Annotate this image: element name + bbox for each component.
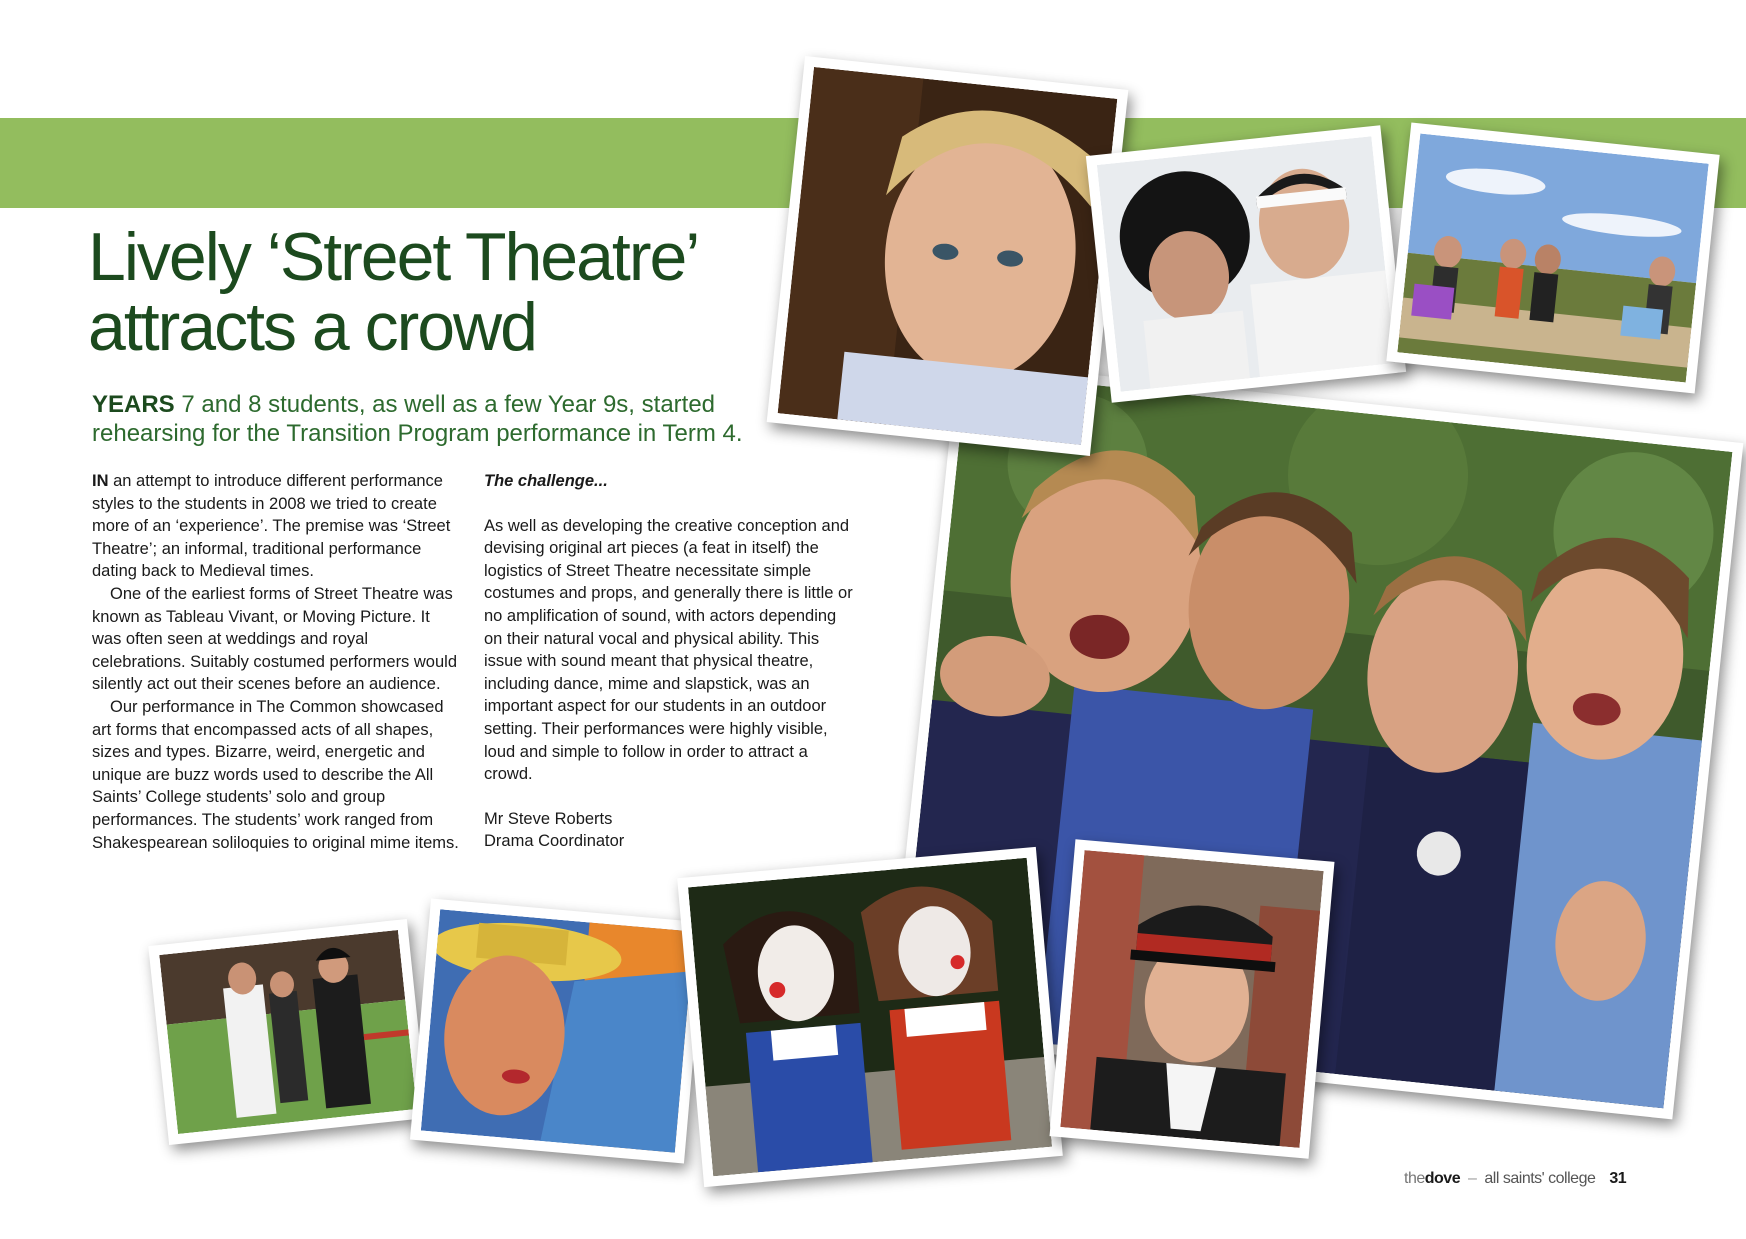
paragraph-lead: IN <box>92 472 109 490</box>
page-number: 31 <box>1609 1170 1627 1187</box>
paragraph: Our performance in The Common showcased art forms that encompassed acts of all shapes, sizes and types. Bizarre, weird, energetic and unique are buzz words used to describe the All Saints’ College students’ solo and group performances. The students’ work ranged from Shakespearean soliloquies to original mime items. <box>92 697 459 852</box>
brand-prefix: the <box>1404 1170 1425 1187</box>
college-name: all saints' college <box>1484 1170 1596 1187</box>
brand-name: dove <box>1424 1170 1461 1187</box>
photo-blond-boy <box>767 56 1129 456</box>
footer-separator: – <box>1468 1170 1477 1187</box>
page-footer <box>1404 1170 1626 1188</box>
photo-costumed-girls <box>677 847 1063 1187</box>
subheading: The challenge... <box>484 472 608 490</box>
paragraph: As well as developing the creative conception and devising original art pieces (a feat in itself) the logistics of Street Theatre necessitate simple costumes and props, and generally there is little or no amplification of sound, with actors depending on their natural vocal and physical ability. This issue with sound meant that physical theatre, including dance, mime and slapstick, was an important aspect for our students in an outdoor setting. Their performances were highly visible, loud and simple to follow in order to attract a crowd. <box>484 516 853 784</box>
author-name: Mr Steve Roberts <box>484 809 613 828</box>
paragraph <box>92 470 462 583</box>
photo-uniform-cap <box>1050 839 1335 1159</box>
paragraph-text: an attempt to introduce different performance styles to the students in 2008 we tried to create more of an ‘experience’. The premise was ‘Street Theatre’; an informal, traditional performance dating back to Medieval times. <box>92 472 451 581</box>
photo-lawn-performance <box>148 919 427 1145</box>
article-title <box>88 219 788 365</box>
photo-wig-and-headband <box>1086 125 1406 403</box>
title-line-2: attracts a crowd <box>88 289 536 365</box>
author-role: Drama Coordinator <box>484 832 625 851</box>
photo-students-with-signs <box>1386 122 1719 393</box>
paragraph: One of the earliest forms of Street Theatre was known as Tableau Vivant, or Moving Picture. It was often seen at weddings and royal celebrations. Suitably costumed performers would silently act out their scenes before an audience. <box>92 584 458 694</box>
intro-text: 7 and 8 students, as well as a few Year 9s, started rehearsing for the Transition Program performance in Term 4. <box>92 391 743 447</box>
intro-lead: YEARS <box>92 391 175 418</box>
title-line-1: Lively ‘Street Theatre’ <box>88 219 699 295</box>
article-column-1 <box>92 470 462 854</box>
article-column-2 <box>484 470 854 853</box>
photo-mime-yellow-hat <box>410 898 705 1163</box>
article-intro <box>92 390 792 448</box>
